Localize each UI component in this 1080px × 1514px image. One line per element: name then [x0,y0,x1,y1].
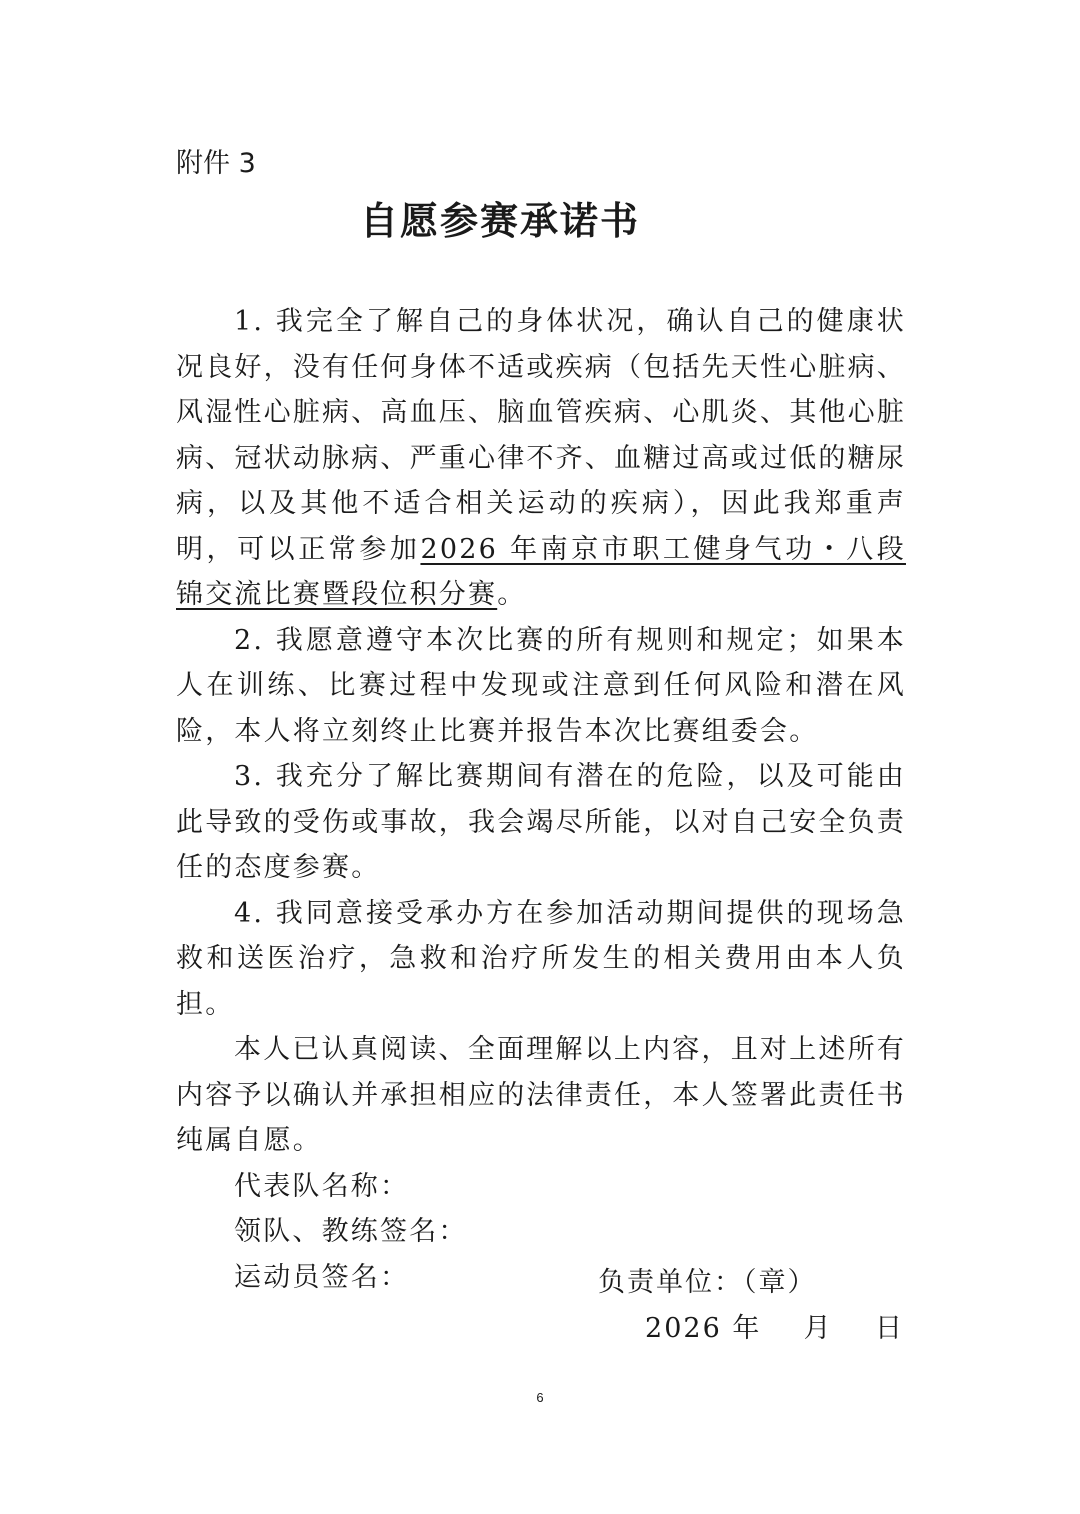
athlete-signature-label: 运动员签名： [234,1261,410,1293]
responsible-unit: 负责单位：（章） [598,1267,817,1298]
document-body [176,299,906,1300]
leader-coach-signature-label: 领队、教练签名： [234,1216,468,1247]
event-name: 2026 年南京市职工健身气功・八段锦交流比赛暨段位积分赛 [176,533,906,610]
paragraph-4: 4. 我同意接受承办方在参加活动期间提供的现场急救和送医治疗，急救和治疗所发生的相关费用由本人负担。 [176,897,906,1020]
paragraph-1-text: 1. 我完全了解自己的身体状况，确认自己的健康状况良好，没有任何身体不适或疾病（包括先天性心脏病、风湿性心脏病、高血压、脑血管疾病、心肌炎、其他心脏病、冠状动脉病、严重心律不齐、血糖过高或过低的糖尿病，以及其他不适合相关运动的疾病），因此我郑重声明，可以正常参加 [176,306,906,565]
attachment-label: 附件 3 [176,148,256,179]
team-name-label: 代表队名称： [234,1170,410,1202]
signing-date: 2026 年 月 日 [645,1313,904,1344]
paragraph-1-end: 。 [497,579,527,610]
page-number: 6 [536,1390,544,1405]
paragraph-3: 3. 我充分了解比赛期间有潜在的危险，以及可能由此导致的受伤或事故，我会竭尽所能，以对自己安全负责任的态度参赛。 [176,761,906,883]
document-title: 自愿参赛承诺书 [359,198,640,243]
paragraph-5: 本人已认真阅读、全面理解以上内容，且对上述所有内容予以确认并承担相应的法律责任，本人签署此责任书纯属自愿。 [176,1034,906,1156]
paragraph-2: 2. 我愿意遵守本次比赛的所有规则和规定；如果本人在训练、比赛过程中发现或注意到任何风险和潜在风险，本人将立刻终止比赛并报告本次比赛组委会。 [176,624,906,747]
paragraph-1 [176,299,906,618]
